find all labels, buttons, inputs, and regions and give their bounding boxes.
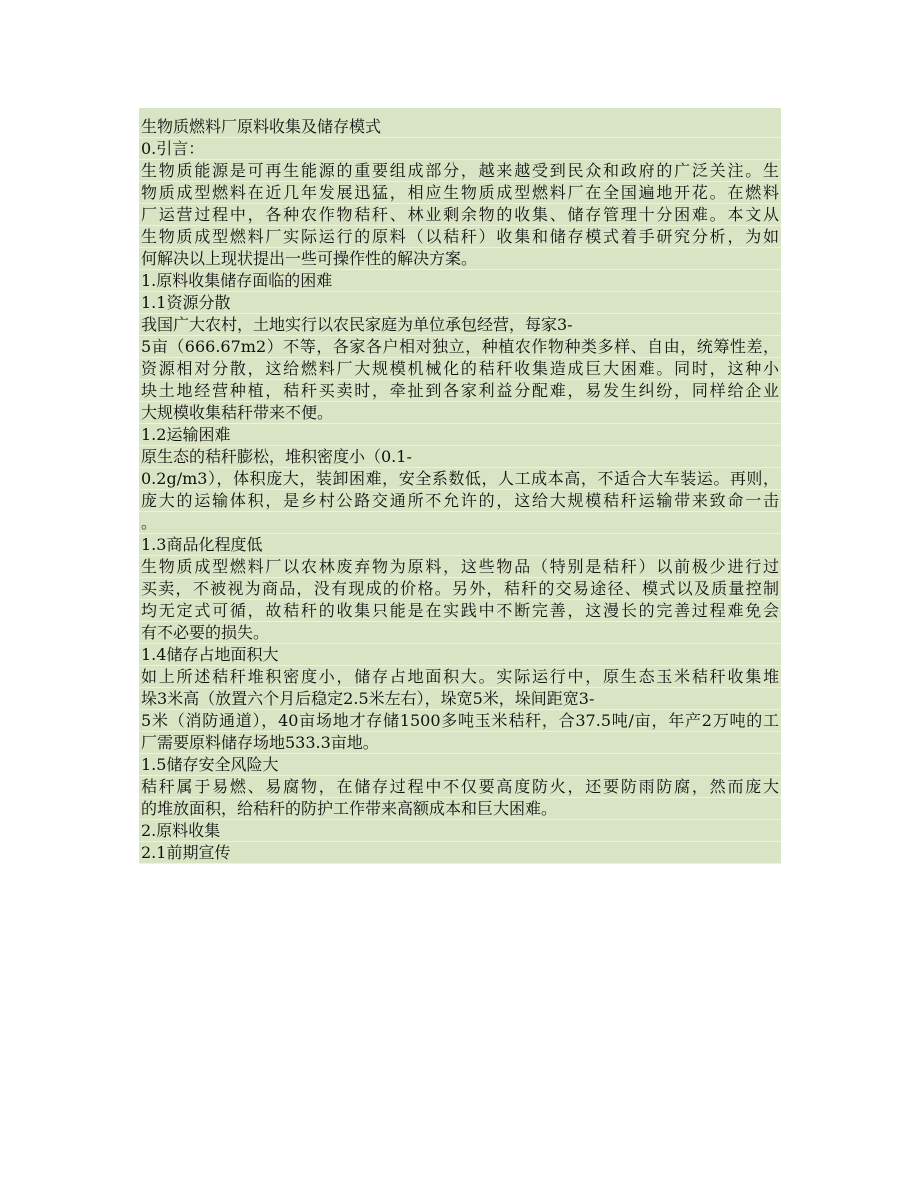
paragraph-line: 秸秆属于易燃、易腐物，在储存过程中不仅要高度防火，还要防雨防腐，然而庞大 (141, 777, 779, 796)
section-heading: 1.5储存安全风险大 (139, 754, 781, 776)
paragraph-line: 生物质能源是可再生能源的重要组成部分，越来越受到民众和政府的广泛关注。生 (141, 161, 779, 180)
paragraph-line: 原生态的秸秆膨松，堆积密度小（0.1- (139, 446, 781, 468)
paragraph-line: 物质成型燃料在近几年发展迅猛，相应生物质成型燃料厂在全国遍地开花。在燃料 (141, 183, 779, 202)
paragraph-line: 块土地经营种植，秸秆买卖时，牵扯到各家利益分配难，易发生纠纷，同样给企业 (141, 381, 779, 400)
paragraph-line: 5米（消防通道），40亩场地才存储1500多吨玉米秸秆，合37.5吨/亩，年产2万吨的工 (141, 711, 779, 730)
paragraph-line: 生物质成型燃料厂以农林废弃物为原料，这些物品（特别是秸秆）以前极少进行过 (141, 557, 779, 576)
section-heading: 1.4储存占地面积大 (139, 644, 781, 666)
paragraph-line: 庞大的运输体积，是乡村公路交通所不允许的，这给大规模秸秆运输带来致命一击 (141, 491, 779, 510)
paragraph-line: 如上所述秸秆堆积密度小，储存占地面积大。实际运行中，原生态玉米秸秆收集堆 (141, 667, 779, 686)
paragraph-line: 大规模收集秸秆带来不便。 (139, 402, 781, 424)
section-heading: 1.2运输困难 (139, 424, 781, 446)
document-text-block (139, 108, 781, 864)
section-heading: 0.引言： (139, 138, 781, 160)
paragraph-line: 厂需要原料储存场地533.3亩地。 (139, 732, 781, 754)
paragraph-line: 何解决以上现状提出一些可操作性的解决方案。 (139, 248, 781, 270)
paragraph-line: 的堆放面积，给秸秆的防护工作带来高额成本和巨大困难。 (139, 798, 781, 820)
paragraph-line: 厂运营过程中，各种农作物秸秆、林业剩余物的收集、储存管理十分困难。本文从 (141, 205, 779, 224)
section-heading: 1.原料收集储存面临的困难 (139, 270, 781, 292)
section-heading: 2.1前期宣传 (139, 842, 781, 864)
paragraph-line: 0.2g/m3），体积庞大，装卸困难，安全系数低，人工成本高，不适合大车装运。再则， (141, 469, 779, 488)
paragraph-line: 资源相对分散，这给燃料厂大规模机械化的秸秆收集造成巨大困难。同时，这种小 (141, 359, 779, 378)
paragraph-line: 。 (139, 512, 781, 534)
paragraph-line: 生物质成型燃料厂实际运行的原料（以秸秆）收集和储存模式着手研究分析，为如 (141, 227, 779, 246)
section-heading: 2.原料收集 (139, 820, 781, 842)
paragraph-line: 有不必要的损失。 (139, 622, 781, 644)
paragraph-line: 均无定式可循，故秸秆的收集只能是在实践中不断完善，这漫长的完善过程难免会 (141, 601, 779, 620)
section-heading: 1.3商品化程度低 (139, 534, 781, 556)
paragraph-line: 买卖，不被视为商品，没有现成的价格。另外，秸秆的交易途径、模式以及质量控制 (141, 579, 779, 598)
paragraph-line: 我国广大农村，土地实行以农民家庭为单位承包经营，每家3- (139, 314, 781, 336)
paragraph-line: 5亩（666.67m2）不等，各家各户相对独立，种植农作物种类多样、自由，统筹性差， (141, 337, 779, 356)
paragraph-line: 垛3米高（放置六个月后稳定2.5米左右），垛宽5米，垛间距宽3- (139, 688, 781, 710)
section-heading: 1.1资源分散 (139, 292, 781, 314)
document-title: 生物质燃料厂原料收集及储存模式 (139, 108, 781, 138)
